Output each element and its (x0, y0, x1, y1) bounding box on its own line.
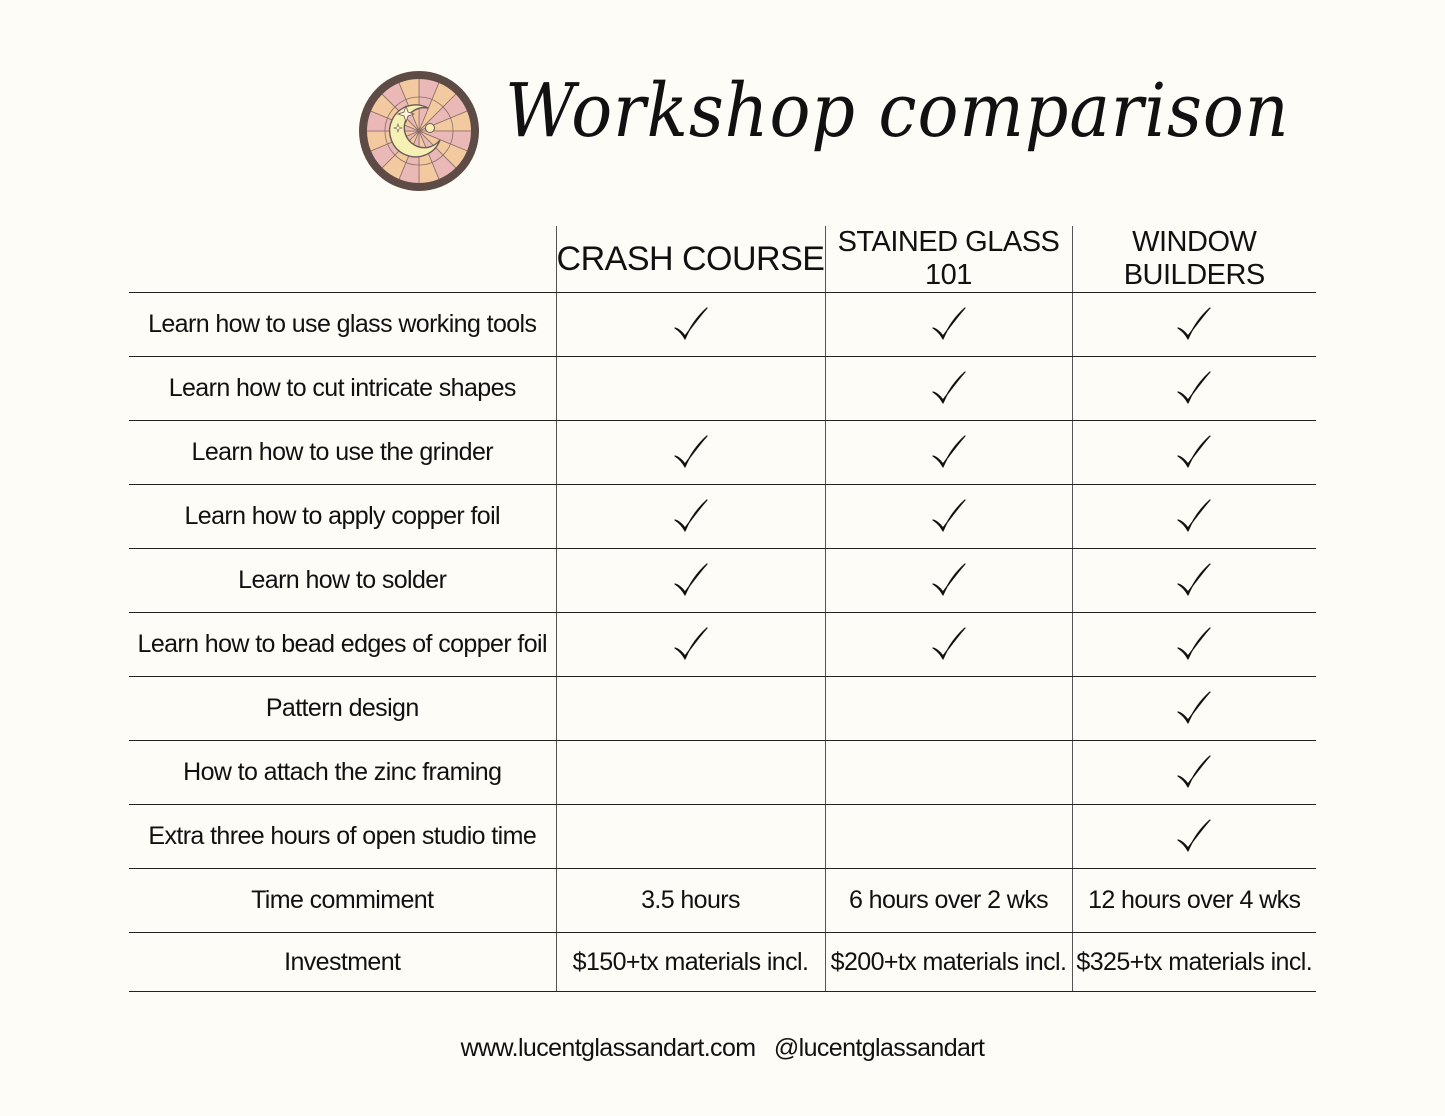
check-cell (556, 549, 825, 613)
header-empty-cell (129, 226, 556, 293)
table-row (129, 421, 1316, 485)
row-label: Time commiment (129, 869, 556, 933)
checkmark-icon (930, 625, 968, 665)
table-body (129, 293, 1316, 992)
check-cell (825, 485, 1072, 549)
row-label: Learn how to bead edges of copper foil (129, 613, 556, 677)
value-cell: $200+tx materials incl. (825, 933, 1072, 992)
checkmark-icon (1175, 561, 1213, 601)
checkmark-icon (1175, 433, 1213, 473)
checkmark-icon (930, 305, 968, 345)
check-cell (1072, 357, 1316, 421)
checkmark-icon (1175, 305, 1213, 345)
value-cell: $325+tx materials incl. (1072, 933, 1316, 992)
checkmark-icon (930, 369, 968, 409)
value-cell: 6 hours over 2 wks (825, 869, 1072, 933)
value-cell: 12 hours over 4 wks (1072, 869, 1316, 933)
check-cell (1072, 293, 1316, 357)
table-row (129, 485, 1316, 549)
checkmark-icon (1175, 817, 1213, 857)
table-row (129, 613, 1316, 677)
checkmark-icon (672, 561, 710, 601)
table-row (129, 357, 1316, 421)
row-label: Learn how to apply copper foil (129, 485, 556, 549)
empty-cell (825, 741, 1072, 805)
checkmark-icon (1175, 625, 1213, 665)
value-cell: $150+tx materials incl. (556, 933, 825, 992)
checkmark-icon (672, 625, 710, 665)
check-cell (825, 549, 1072, 613)
checkmark-icon (672, 497, 710, 537)
table-row (129, 933, 1316, 992)
row-label: Learn how to solder (129, 549, 556, 613)
check-cell (1072, 485, 1316, 549)
row-label: Extra three hours of open studio time (129, 805, 556, 869)
checkmark-icon (1175, 753, 1213, 793)
check-cell (825, 293, 1072, 357)
table-row (129, 549, 1316, 613)
table-row (129, 677, 1316, 741)
page-title: Workshop comparison (505, 68, 1290, 154)
column-header-window-builders: WINDOW BUILDERS (1072, 226, 1316, 293)
footer (0, 1034, 1445, 1063)
checkmark-icon (672, 433, 710, 473)
page-header (0, 60, 1445, 210)
check-cell (1072, 805, 1316, 869)
social-handle[interactable]: @lucentglassandart (773, 1034, 985, 1062)
row-label: Learn how to use glass working tools (129, 293, 556, 357)
table-row (129, 805, 1316, 869)
check-cell (556, 293, 825, 357)
checkmark-icon (1175, 497, 1213, 537)
check-cell (825, 421, 1072, 485)
empty-cell (556, 741, 825, 805)
checkmark-icon (930, 497, 968, 537)
check-cell (1072, 741, 1316, 805)
table-row (129, 869, 1316, 933)
empty-cell (825, 677, 1072, 741)
checkmark-icon (930, 433, 968, 473)
check-cell (825, 613, 1072, 677)
stained-glass-moon-logo-icon (358, 70, 480, 192)
check-cell (1072, 613, 1316, 677)
comparison-table (129, 226, 1316, 992)
check-cell (556, 421, 825, 485)
check-cell (556, 613, 825, 677)
row-label: Learn how to cut intricate shapes (129, 357, 556, 421)
row-label: Learn how to use the grinder (129, 421, 556, 485)
checkmark-icon (672, 305, 710, 345)
checkmark-icon (1175, 369, 1213, 409)
table-row (129, 293, 1316, 357)
check-cell (1072, 677, 1316, 741)
check-cell (825, 357, 1072, 421)
checkmark-icon (930, 561, 968, 601)
table-row (129, 741, 1316, 805)
checkmark-icon (1175, 689, 1213, 729)
row-label: Pattern design (129, 677, 556, 741)
column-header-stained-glass-101: STAINED GLASS 101 (825, 226, 1072, 293)
empty-cell (556, 677, 825, 741)
check-cell (556, 485, 825, 549)
check-cell (1072, 421, 1316, 485)
empty-cell (556, 805, 825, 869)
row-label: How to attach the zinc framing (129, 741, 556, 805)
column-header-crash-course: CRASH COURSE (556, 226, 825, 293)
empty-cell (556, 357, 825, 421)
check-cell (1072, 549, 1316, 613)
table-header-row (129, 226, 1316, 293)
value-cell: 3.5 hours (556, 869, 825, 933)
row-label: Investment (129, 933, 556, 992)
website-link[interactable]: www.lucentglassandart.com (460, 1034, 756, 1062)
empty-cell (825, 805, 1072, 869)
